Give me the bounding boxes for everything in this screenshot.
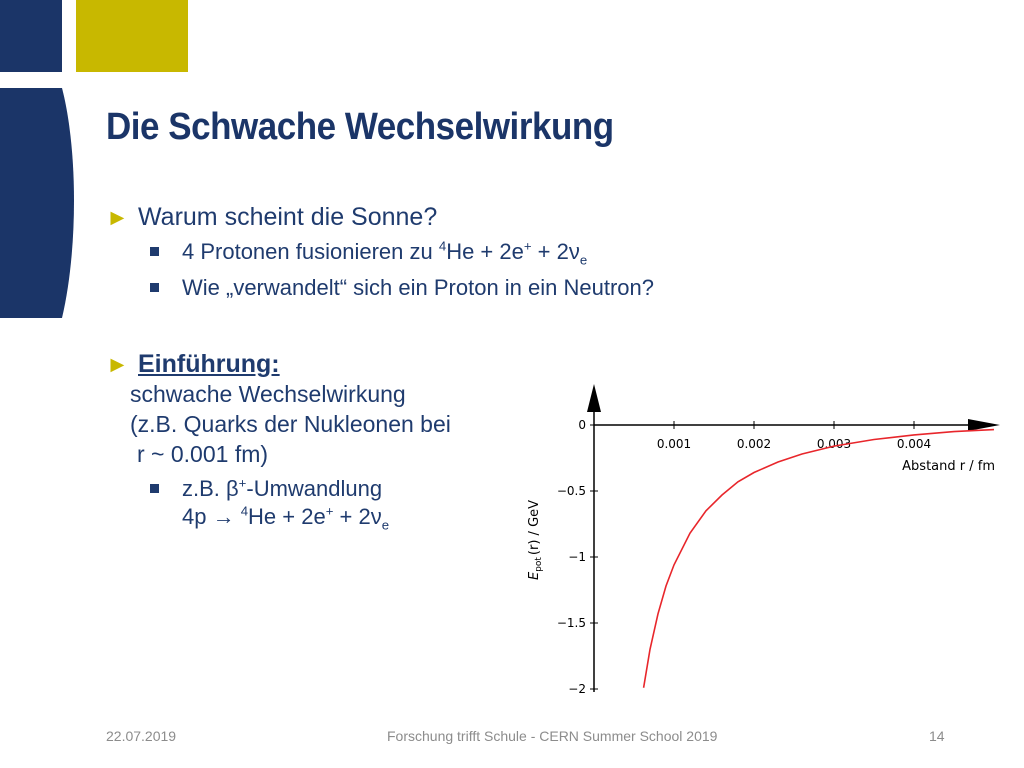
x-tick-label: 0.003 — [816, 437, 852, 451]
bullet-text: Warum scheint die Sonne? — [138, 203, 438, 231]
square-bullet-icon — [150, 484, 159, 493]
bullet-arrow-icon: ► — [106, 204, 129, 230]
neutrino-flavor: e — [579, 252, 588, 268]
reaction-neutrino: ν — [370, 504, 382, 529]
positron-charge: + — [523, 238, 532, 254]
y-tick-label: −0.5 — [556, 484, 586, 498]
x-tick-label: 0.002 — [736, 437, 772, 451]
yellow-top-block — [76, 0, 188, 72]
footer-title: Forschung trifft Schule - CERN Summer School 2019 — [387, 728, 718, 744]
y-label-rest: (r) / GeV — [527, 499, 542, 556]
x-tick-label: 0.004 — [896, 437, 932, 451]
intro-line-2: (z.B. Quarks der Nukleonen bei — [130, 411, 451, 437]
bullet-arrow-icon: ► — [106, 351, 129, 377]
reaction-positron-charge: + — [325, 503, 334, 519]
y-label-symbol: E — [527, 571, 542, 581]
y-tick-label: −1 — [568, 550, 586, 564]
x-axis-arrow — [968, 419, 1000, 431]
reaction-neutrino-flavor: e — [381, 517, 390, 533]
fusion-text-mid: He + 2e — [446, 239, 524, 264]
footer-date: 22.07.2019 — [106, 728, 177, 744]
beta-prefix: z.B. — [182, 476, 227, 501]
beta-rest: -Umwandlung — [246, 476, 383, 501]
y-tick-label: 0 — [578, 418, 586, 432]
x-tick-label: 0.001 — [656, 437, 692, 451]
blue-curved-block — [0, 88, 74, 318]
sub-bullet-proton-neutron — [106, 274, 666, 302]
fusion-text-mid2: + 2 — [531, 239, 569, 264]
sub-bullet-text: Wie „verwandelt“ sich ein Proton in ein Neutron? — [182, 275, 655, 300]
potential-energy-chart — [500, 380, 1010, 700]
y-tick-label: −1.5 — [556, 616, 586, 630]
square-bullet-icon — [150, 283, 159, 292]
intro-line-1: schwache Wechselwirkung — [130, 381, 406, 407]
sub-bullet-fusion — [106, 238, 666, 266]
reaction-prefix: 4p → — [182, 504, 241, 529]
neutrino-symbol: ν — [568, 239, 580, 264]
y-axis-label — [527, 500, 544, 580]
blue-top-block — [0, 0, 62, 72]
reaction-mid2: + 2 — [333, 504, 371, 529]
y-label-subscript: pot — [534, 557, 544, 572]
x-axis-label: Abstand r / fm — [902, 459, 995, 474]
footer-page-number: 14 — [929, 728, 945, 744]
reaction-helium-mass: 4 — [240, 503, 249, 519]
fusion-text-prefix: 4 Protonen fusionieren zu — [182, 239, 439, 264]
y-tick-label: −2 — [568, 682, 586, 696]
intro-label: Einführung: — [138, 350, 280, 378]
chart-axes — [587, 384, 1000, 692]
y-axis-arrow — [587, 384, 601, 412]
bullet-why-sun — [106, 203, 666, 232]
beta-symbol: β — [226, 476, 239, 501]
beta-charge: + — [238, 475, 247, 491]
slide-title: Die Schwache Wechselwirkung — [106, 106, 614, 148]
intro-line-3: r ~ 0.001 fm) — [137, 441, 269, 467]
reaction-mid: He + 2e — [248, 504, 326, 529]
square-bullet-icon — [150, 247, 159, 256]
bullet-introduction — [106, 350, 666, 379]
helium-mass-number: 4 — [438, 238, 447, 254]
